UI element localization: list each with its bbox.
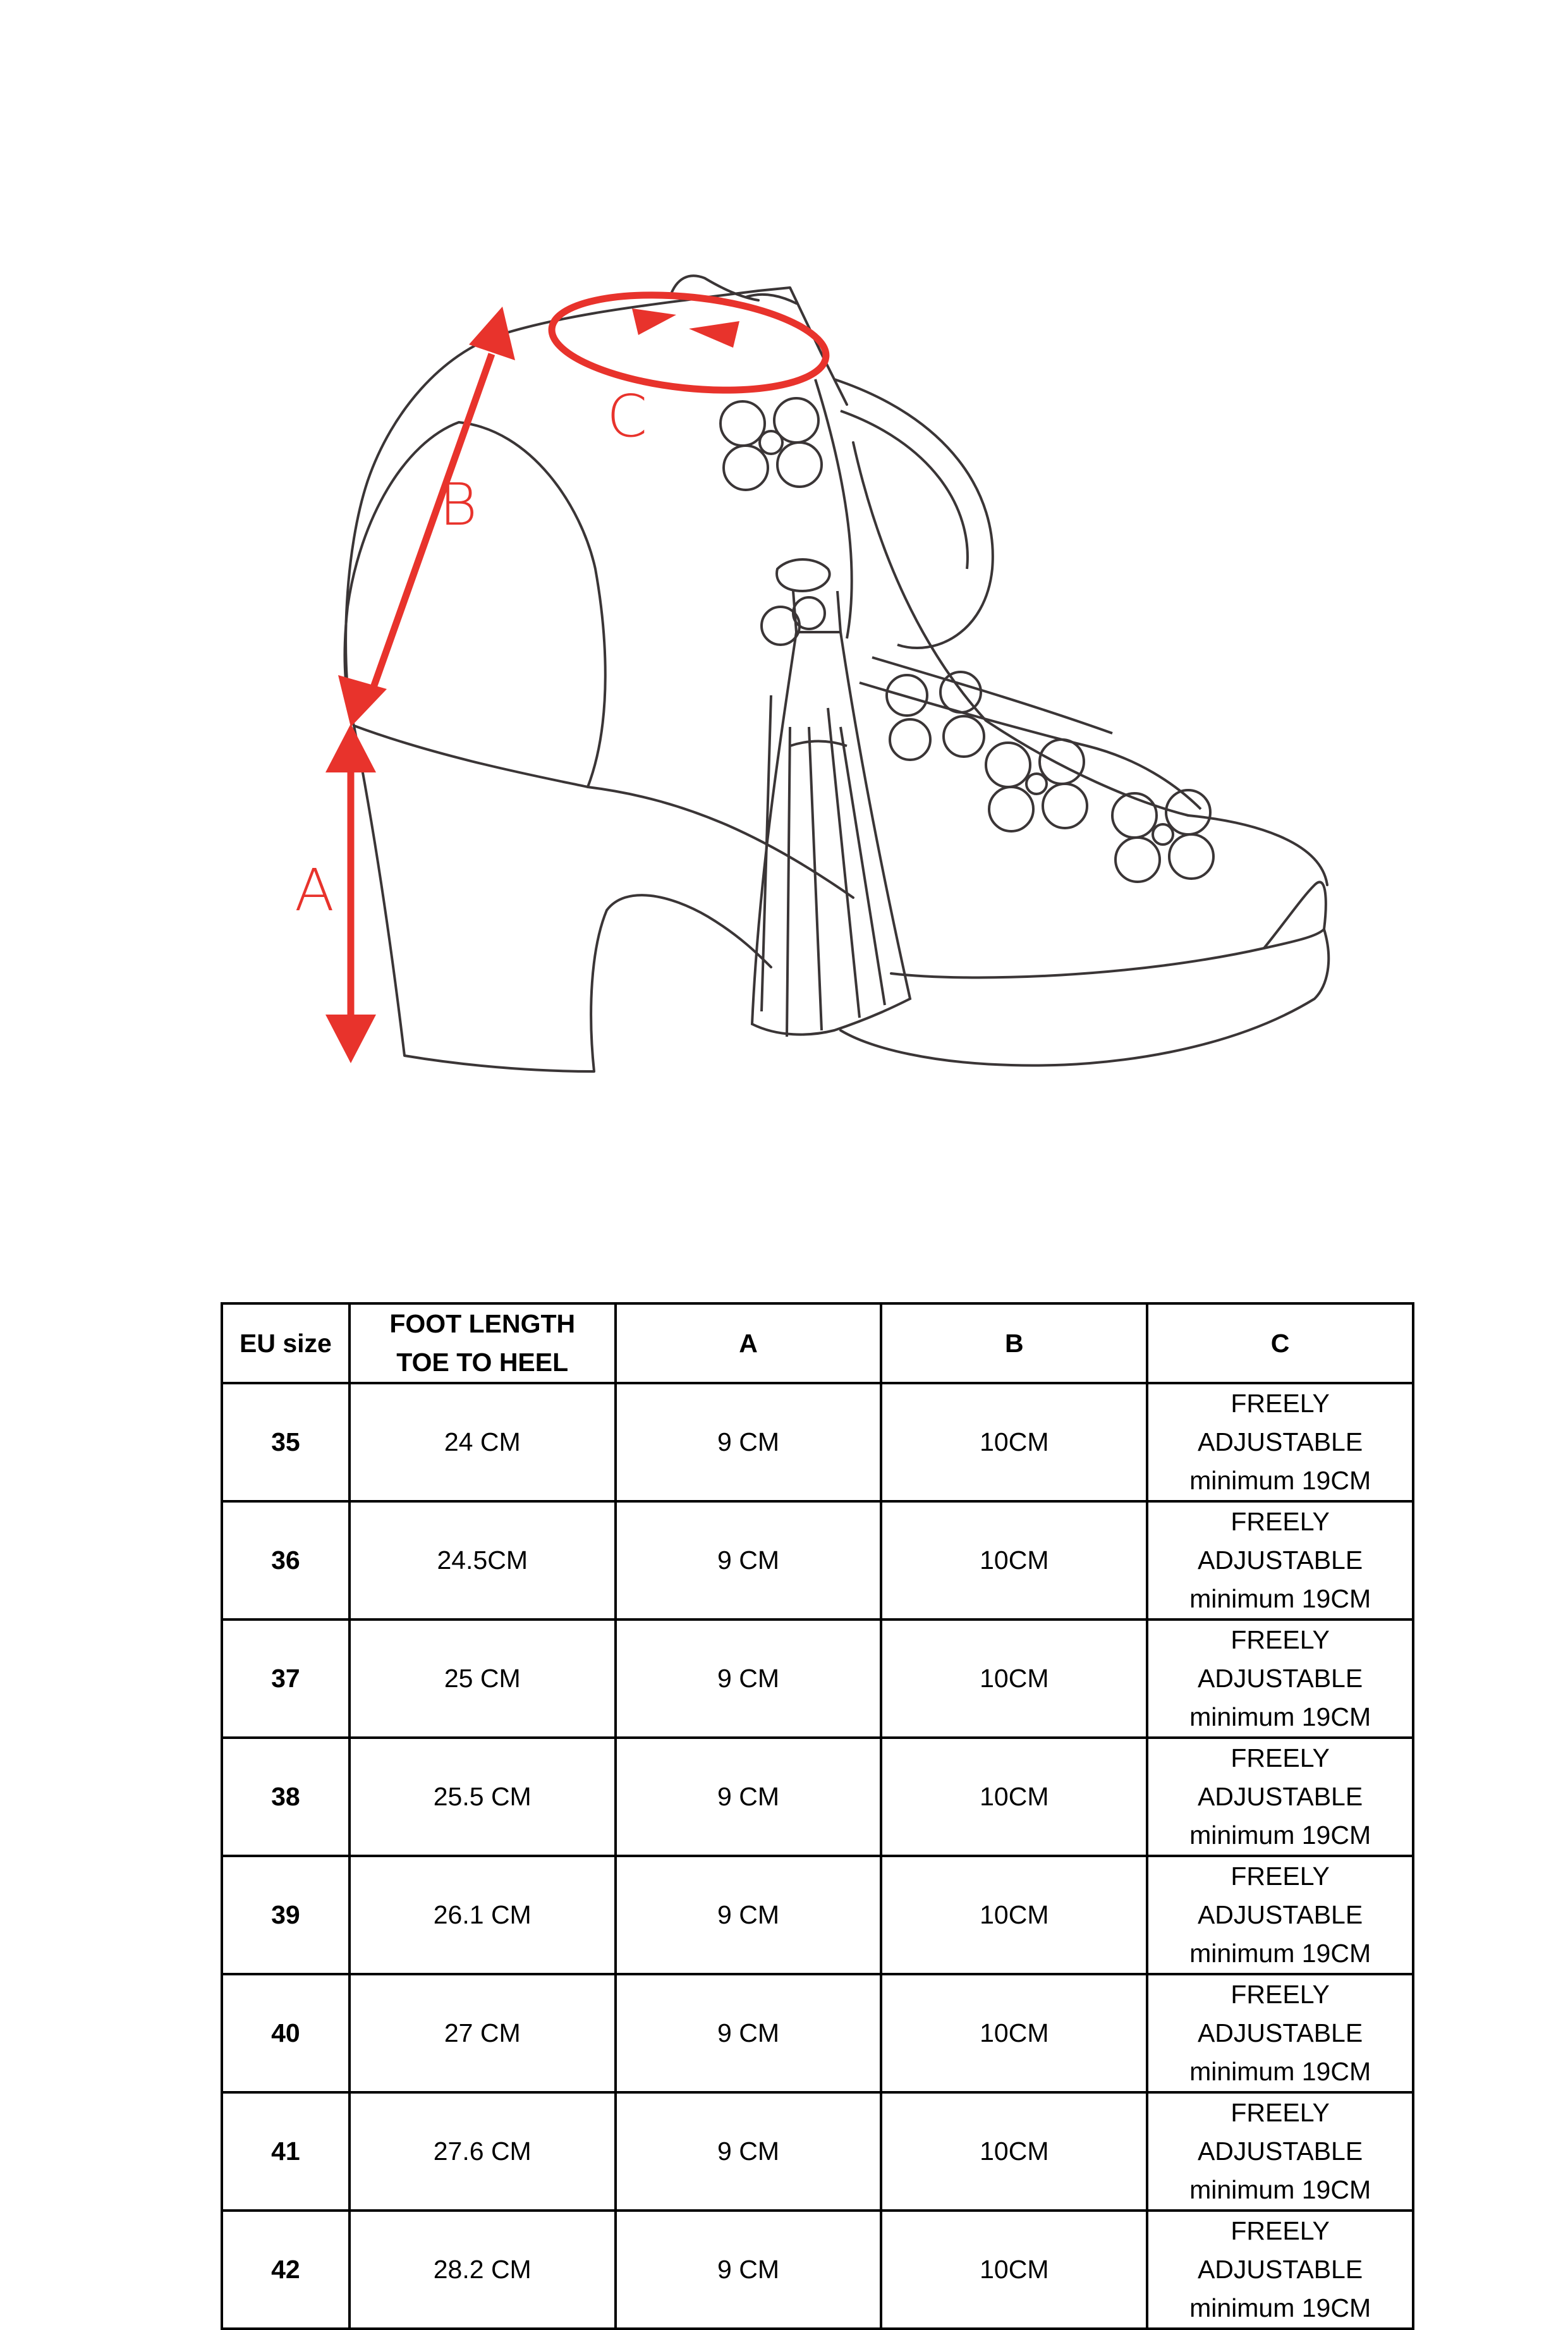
cell-c	[1147, 1738, 1413, 1856]
cell-b: 10CM	[881, 1856, 1147, 1974]
header-c: C	[1147, 1303, 1413, 1383]
cell-c-line1: FREELY ADJUSTABLE	[1197, 1625, 1363, 1693]
table-row	[222, 2211, 1413, 2329]
lace-outline	[815, 379, 1201, 809]
cell-b: 10CM	[881, 1383, 1147, 1501]
table-row	[222, 1619, 1413, 1738]
cell-foot-length: 27 CM	[349, 1974, 616, 2092]
cell-b: 10CM	[881, 1619, 1147, 1738]
header-foot-length-line1: FOOT LENGTH	[389, 1309, 576, 1338]
cell-c-line1: FREELY ADJUSTABLE	[1197, 1980, 1363, 2047]
table-row	[222, 2092, 1413, 2211]
cell-c-line1: FREELY ADJUSTABLE	[1197, 2216, 1363, 2284]
table-row	[222, 1738, 1413, 1856]
cell-c	[1147, 2211, 1413, 2329]
table-header-row	[222, 1303, 1413, 1383]
cell-eu-size: 36	[222, 1501, 349, 1619]
cell-c-line2: minimum 19CM	[1189, 2175, 1371, 2204]
cell-a: 9 CM	[616, 1619, 882, 1738]
cell-c-line2: minimum 19CM	[1189, 1702, 1371, 1731]
cell-a: 9 CM	[616, 1383, 882, 1501]
cell-eu-size: 39	[222, 1856, 349, 1974]
cell-eu-size: 40	[222, 1974, 349, 2092]
header-b: B	[881, 1303, 1147, 1383]
cell-b: 10CM	[881, 2211, 1147, 2329]
label-c: C	[607, 382, 648, 450]
dimension-c-arrows	[632, 308, 739, 348]
cell-c-line2: minimum 19CM	[1189, 1584, 1371, 1613]
table-row	[222, 1501, 1413, 1619]
header-foot-length-line2: TOE TO HEEL	[396, 1348, 569, 1377]
cell-a: 9 CM	[616, 2092, 882, 2211]
header-eu-size: EU size	[222, 1303, 349, 1383]
table-row	[222, 1974, 1413, 2092]
cell-c	[1147, 1619, 1413, 1738]
header-a: A	[616, 1303, 882, 1383]
cell-c-line2: minimum 19CM	[1189, 1821, 1371, 1850]
cell-b: 10CM	[881, 2092, 1147, 2211]
cell-a: 9 CM	[616, 1738, 882, 1856]
cell-c-line2: minimum 19CM	[1189, 1939, 1371, 1968]
cell-c-line2: minimum 19CM	[1189, 2293, 1371, 2322]
tassel	[752, 559, 910, 1037]
cell-b: 10CM	[881, 1501, 1147, 1619]
cell-a: 9 CM	[616, 1856, 882, 1974]
header-foot-length	[349, 1303, 616, 1383]
table-body	[222, 1383, 1413, 2329]
size-chart-table	[221, 1302, 1414, 2330]
cell-eu-size: 41	[222, 2092, 349, 2211]
label-b: B	[439, 471, 478, 539]
cell-eu-size: 38	[222, 1738, 349, 1856]
cell-c	[1147, 1974, 1413, 2092]
cell-eu-size: 37	[222, 1619, 349, 1738]
cell-c-line1: FREELY ADJUSTABLE	[1197, 1743, 1363, 1811]
dimension-b-arrow	[338, 307, 515, 727]
table-row	[222, 1383, 1413, 1501]
cell-c-line1: FREELY ADJUSTABLE	[1197, 2098, 1363, 2166]
cell-foot-length: 24.5CM	[349, 1501, 616, 1619]
cell-c	[1147, 1856, 1413, 1974]
cell-c-line2: minimum 19CM	[1189, 2057, 1371, 2086]
cell-eu-size: 42	[222, 2211, 349, 2329]
table-row	[222, 1856, 1413, 1974]
cell-a: 9 CM	[616, 2211, 882, 2329]
cell-a: 9 CM	[616, 1501, 882, 1619]
cell-eu-size: 35	[222, 1383, 349, 1501]
cell-a: 9 CM	[616, 1974, 882, 2092]
cell-c-line1: FREELY ADJUSTABLE	[1197, 1507, 1363, 1575]
cell-c-line2: minimum 19CM	[1189, 1466, 1371, 1495]
cell-c-line1: FREELY ADJUSTABLE	[1197, 1862, 1363, 1929]
cell-foot-length: 28.2 CM	[349, 2211, 616, 2329]
cell-b: 10CM	[881, 1974, 1147, 2092]
label-a: A	[295, 857, 334, 924]
cell-foot-length: 24 CM	[349, 1383, 616, 1501]
cell-foot-length: 27.6 CM	[349, 2092, 616, 2211]
shoe-illustration	[0, 0, 1568, 1138]
cell-foot-length: 25.5 CM	[349, 1738, 616, 1856]
shoe-outline	[344, 276, 1328, 1071]
cell-b: 10CM	[881, 1738, 1147, 1856]
cell-c-line1: FREELY ADJUSTABLE	[1197, 1389, 1363, 1456]
cell-foot-length: 26.1 CM	[349, 1856, 616, 1974]
cell-c	[1147, 1383, 1413, 1501]
cell-foot-length: 25 CM	[349, 1619, 616, 1738]
cell-c	[1147, 1501, 1413, 1619]
cell-c	[1147, 2092, 1413, 2211]
